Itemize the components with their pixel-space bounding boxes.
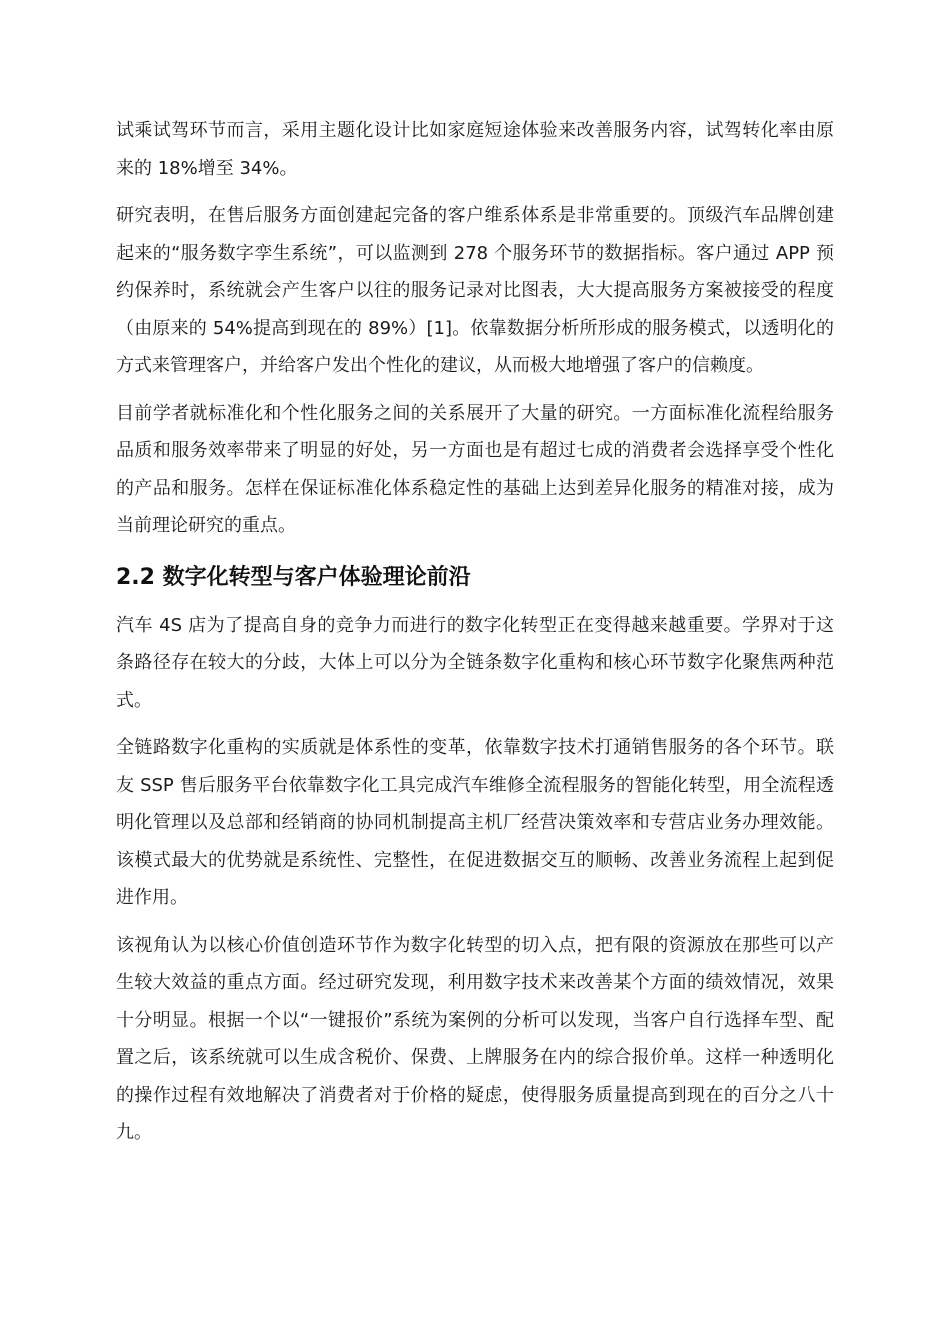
paragraph-after-sales: 研究表明，在售后服务方面创建起完备的客户维系体系是非常重要的。顶级汽车品牌创建起来的“服务数字孪生系统”，可以监测到 278 个服务环节的数据指标。客户通过 APP 预约保养时，系统就会产生客户以往的服务记录对比图表，大大提高服务方案被接受的程度（由原来的 54%提高到现在的 89%）[1]。依靠数据分析所形成的服务模式，以透明化的方式来管理客户，并给客户发出个性化的建议，从而极大地增强了客户的信赖度。 bbox=[116, 205, 834, 376]
section-heading: 2.2 数字化转型与客户体验理论前沿 bbox=[116, 564, 471, 590]
paragraph-test-drive: 试乘试驾环节而言，采用主题化设计比如家庭短途体验来改善服务内容，试驾转化率由原来的 18%增至 34%。 bbox=[116, 120, 834, 179]
document-page bbox=[116, 112, 834, 1162]
paragraph-standardization: 目前学者就标准化和个性化服务之间的关系展开了大量的研究。一方面标准化流程给服务品质和服务效率带来了明显的好处，另一方面也是有超过七成的消费者会选择享受个性化的产品和服务。怎样在保证标准化体系稳定性的基础上达到差异化服务的精准对接，成为当前理论研究的重点。 bbox=[116, 402, 834, 536]
paragraph-core-link: 该视角认为以核心价值创造环节作为数字化转型的切入点，把有限的资源放在那些可以产生较大效益的重点方面。经过研究发现，利用数字技术来改善某个方面的绩效情况，效果十分明显。根据一个以“一键报价”系统为案例的分析可以发现，当客户自行选择车型、配置之后，该系统就可以生成含税价、保费、上牌服务在内的综合报价单。这样一种透明化的操作过程有效地解决了消费者对于价格的疑虑，使得服务质量提高到现在的百分之八十九。 bbox=[116, 934, 834, 1143]
paragraph-digital-transformation: 汽车 4S 店为了提高自身的竞争力而进行的数字化转型正在变得越来越重要。学界对于这条路径存在较大的分歧，大体上可以分为全链条数字化重构和核心环节数字化聚焦两种范式。 bbox=[116, 614, 834, 711]
paragraph-full-chain: 全链路数字化重构的实质就是体系性的变革，依靠数字技术打通销售服务的各个环节。联友 SSP 售后服务平台依靠数字化工具完成汽车维修全流程服务的智能化转型，用全流程透明化管理以及总部和经销商的协同机制提高主机厂经营决策效率和专营店业务办理效能。该模式最大的优势就是系统性、完整性，在促进数据交互的顺畅、改善业务流程上起到促进作用。 bbox=[116, 737, 834, 908]
